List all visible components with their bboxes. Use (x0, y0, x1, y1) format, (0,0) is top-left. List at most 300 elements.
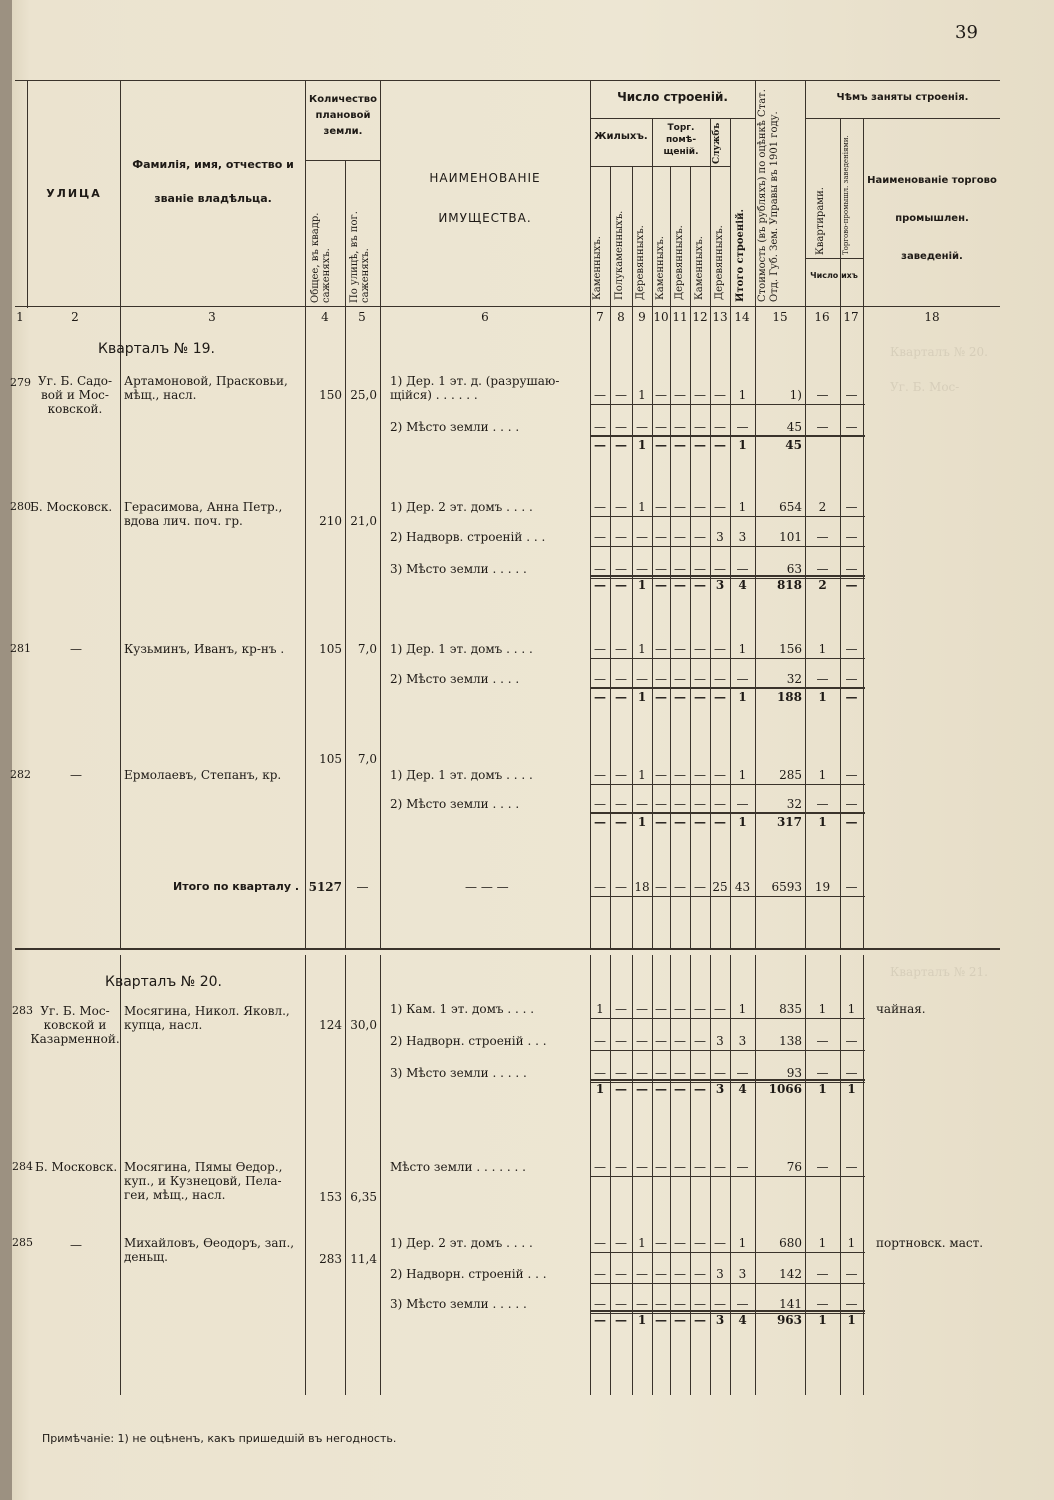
building-count: — (655, 815, 667, 829)
cost-value: 1066 (768, 1082, 802, 1096)
header-land: Количество плановой земли. (309, 94, 377, 137)
cost-value: 63 (786, 562, 802, 576)
building-count: — (636, 562, 648, 576)
building-count: — (655, 880, 667, 894)
building-count: — (615, 1267, 627, 1281)
building-count: — (674, 642, 686, 656)
rule-line (590, 575, 865, 577)
building-count: — (674, 768, 686, 782)
building-count: 1 (595, 1082, 605, 1096)
building-count: — (594, 420, 606, 434)
building-count: — (694, 578, 706, 592)
entry-street: Уг. Б. Мос- ковской и Казарменной. (30, 1004, 120, 1046)
building-count: — (714, 562, 726, 576)
building-count: — (636, 1066, 648, 1080)
column-number: 6 (481, 310, 489, 324)
entry-owner: Михайловъ, Ѳеодоръ, зап., деньщ. (124, 1236, 295, 1264)
building-count: — (615, 1236, 627, 1250)
building-count: — (655, 768, 667, 782)
building-count: — (615, 530, 627, 544)
building-count: 1 (738, 438, 747, 452)
building-count: 1 (638, 388, 646, 402)
property-name: 2) Надворн. строеній . . . (390, 1267, 547, 1281)
building-count: — (674, 1034, 686, 1048)
building-count: — (694, 1236, 706, 1250)
trade-count: — (845, 880, 858, 894)
building-count: 1 (637, 815, 647, 829)
building-count: — (594, 768, 606, 782)
building-count: 1 (638, 1236, 646, 1250)
building-count: — (714, 672, 726, 686)
building-count: — (655, 1082, 667, 1096)
trade-count: — (845, 672, 858, 686)
trade-count: 1 (847, 1313, 856, 1327)
building-count: — (694, 388, 706, 402)
building-count: — (714, 768, 726, 782)
cost-value: 156 (779, 642, 802, 656)
building-count: — (655, 642, 667, 656)
trade-count: — (845, 642, 858, 656)
building-count: — (615, 768, 627, 782)
building-count: — (594, 388, 606, 402)
trade-count: — (845, 562, 858, 576)
building-count: — (636, 672, 648, 686)
block-title-20: Кварталъ № 20. (105, 974, 222, 990)
building-count: — (694, 420, 706, 434)
entry-street: — (70, 1238, 82, 1252)
building-count: — (714, 1297, 726, 1311)
column-number: 18 (924, 310, 940, 324)
apartments-count: — (816, 420, 829, 434)
property-name: 3) Мѣсто земли . . . . . (390, 1297, 527, 1311)
building-count: — (736, 672, 749, 686)
rule-line (590, 546, 865, 547)
cost-value: 963 (776, 1313, 802, 1327)
entry-street: Б. Московск. (35, 1160, 118, 1174)
building-count: 1 (637, 438, 647, 452)
apartments-count: 1 (818, 1236, 827, 1250)
cost-value: 6593 (771, 880, 802, 894)
building-count: — (615, 1082, 627, 1096)
building-count: — (694, 642, 706, 656)
building-count: — (615, 578, 627, 592)
column-number: 1 (16, 310, 24, 324)
building-count: — (594, 1160, 606, 1174)
building-count: — (674, 438, 686, 452)
building-count: — (594, 1313, 606, 1327)
rule-line (590, 1252, 865, 1253)
cost-value: 285 (779, 768, 802, 782)
building-count: — (615, 420, 627, 434)
building-count: — (736, 1160, 749, 1174)
building-count: — (674, 500, 686, 514)
building-count: — (714, 1236, 726, 1250)
building-count: — (694, 500, 706, 514)
building-count: 1 (637, 1313, 647, 1327)
trade-count: — (845, 797, 858, 811)
header-residential: Жилыхъ. (594, 131, 648, 142)
column-number: 13 (712, 310, 728, 324)
property-name: — — — (465, 880, 509, 894)
cost-value: 654 (779, 500, 802, 514)
building-count: 3 (715, 1082, 725, 1096)
trade-count: 1 (847, 1236, 856, 1250)
building-count: — (636, 797, 648, 811)
building-count: — (636, 1267, 648, 1281)
property-name: 2) Мѣсто земли . . . . (390, 420, 520, 434)
building-count: — (594, 1034, 606, 1048)
header-count: Число ихъ (810, 271, 858, 280)
building-count: — (594, 530, 606, 544)
building-count: — (655, 438, 667, 452)
building-count: — (594, 797, 606, 811)
page-number: 39 (955, 22, 978, 43)
building-count: — (655, 562, 667, 576)
building-count: — (694, 1160, 706, 1174)
column-number: 10 (653, 310, 669, 324)
trade-count: — (845, 530, 858, 544)
header-owner: Фамилія, имя, отчество и званіе владѣльца. (132, 158, 294, 205)
building-count: — (615, 690, 627, 704)
rule-line (590, 404, 865, 405)
column-number: 11 (672, 310, 688, 324)
column-number: 2 (71, 310, 79, 324)
building-count: — (594, 672, 606, 686)
property-name: 3) Мѣсто земли . . . . . (390, 1066, 527, 1080)
entry-area: 105 (319, 642, 342, 656)
building-count: — (694, 1002, 706, 1016)
cost-value: 45 (786, 420, 802, 434)
building-count: — (594, 642, 606, 656)
property-name: 2) Мѣсто земли . . . . (390, 797, 520, 811)
block-title-19: Кварталъ № 19. (98, 341, 215, 357)
rule-line (590, 1050, 865, 1051)
building-count: 3 (716, 530, 724, 544)
rule-line (590, 658, 865, 659)
apartments-count: — (816, 1267, 829, 1281)
building-count: — (655, 578, 667, 592)
building-count: — (714, 420, 726, 434)
entry-area: 283 (319, 1252, 342, 1266)
building-count: — (655, 797, 667, 811)
establishment-name: портновск. маст. (876, 1236, 984, 1250)
apartments-count: 19 (814, 880, 831, 894)
header-stone-2: Каменныхъ. (655, 236, 666, 300)
building-count: — (615, 1313, 627, 1327)
building-count: 3 (738, 1034, 747, 1048)
building-count: — (615, 438, 627, 452)
entry-owner: Мосягина, Никол. Яковл., купца, насл. (124, 1004, 290, 1032)
building-count: — (615, 815, 627, 829)
apartments-count: — (816, 672, 829, 686)
rule-line (590, 435, 865, 437)
building-count: 1 (738, 1002, 747, 1016)
column-number: 17 (843, 310, 859, 324)
header-land-street: По улицѣ, въ пог. саженяхъ. (349, 211, 371, 303)
cost-value: 101 (779, 530, 802, 544)
building-count: — (714, 690, 726, 704)
building-count: — (594, 562, 606, 576)
footnote: Примѣчаніе: 1) не оцѣненъ, какъ пришедшій въ негодность. (42, 1432, 397, 1445)
property-name: 1) Кам. 1 эт. домъ . . . . (390, 1002, 535, 1016)
header-buildings: Число строеній. (617, 90, 728, 104)
building-count: — (714, 815, 726, 829)
header-occupied: Чѣмъ заняты строенія. (836, 92, 969, 103)
entry-number: 281 (10, 642, 31, 655)
rule-line (590, 687, 865, 689)
building-count: — (736, 1297, 749, 1311)
building-count: — (655, 1160, 667, 1174)
building-count: — (674, 815, 686, 829)
column-number: 16 (814, 310, 830, 324)
building-count: 1 (738, 1236, 747, 1250)
apartments-count: 1 (818, 642, 827, 656)
cost-value: 835 (779, 1002, 802, 1016)
apartments-count: — (816, 388, 829, 402)
building-count: — (655, 500, 667, 514)
building-count: 18 (634, 880, 650, 894)
ledger-page: 39 Кварталъ № 20. Уг. Б. Мос- Кварталъ № 21. УЛИЦА Фамилія, имя, отчество и званіе владѣльца. Количество плановой земли. Общее, въ квадр. саженяхъ. По улицѣ, въ пог. саженяхъ. НАИМЕНОВАНІЕ ИМУЩЕСТВА. Число строеній. Жилыхъ. Торг. помѣ-щеній. Службъ Каменныхъ. Полукаменныхъ. Деревянныхъ. Каменныхъ. Деревянныхъ. Каменныхъ. Деревянныхъ. Итого строеній. Стоимость (въ рубляхъ) по оцѣнкѣ Стат. Отд. Губ. Зем. Управы въ 1901 году. Чѣмъ заняты строенія. Квартирами. Торгово-промышл. заведеніями. Число ихъ Наименованіе торгово промышлен. заведеній. 1 2 3 4 5 6 7 8 9 10 11 12 13 14 15 16 17 18 Кварталъ № 19. 279 Уг. Б. Садо- вой и Мос- ковской. Артамоновой, Прасковьи, мѣщ., насл. 150 25,0 280 Б. Московск. Герасимова, Анна Петр., вдова лич. поч. гр. 210 21,0 281 — Кузьминъ, Иванъ, кр-нъ . 105 7,0 282 — Ермолаевъ, Степанъ, кр. 105 7,0 Итого по кварталу . 5127 — Кварталъ № 20. 283 Уг. Б. Мос- ковской и Казарменной. Мосягина, Никол. Яковл., купца, насл. 124 30,0 284 Б. Московск. Мосягина, Пямы Ѳедор., куп., и Кузнецовй, Пела- геи, мѣщ., насл. 153 6,35 285 — Михайловъ, Ѳеодоръ, зап., деньщ. 283 11,4 1) Дер. 1 эт. д. (разрушаю- щійся) . . . . . . — — 1 — — — — 1 1) — — 2) Мѣсто земли . . . . — — — — — — — — 45 — — — — 1 — — — — 1 45 1) Дер. 2 эт. домъ . . . . — — 1 — — — — 1 654 2 — 2) Надворв. строеній . . . — — — — — — 3 3 101 — — 3) Мѣсто земли . . . . . — — — — — — — — 63 — — — — 1 — — — 3 4 818 2 — 1) Дер. 1 эт. домъ . . . . — — 1 — — — — 1 156 1 — 2) Мѣсто земли . . . . — — — — — — — — 32 — — — — 1 — — — — 1 188 1 — 1) Дер. 1 эт. домъ . . . . — — 1 — — — — 1 285 1 — 2) Мѣсто земли . . . . — — — — — — — — 32 — — — — 1 — — — — 1 317 1 — — — — — — 18 — — — 25 43 6593 19 — 1) Кам. 1 эт. домъ . . . . 1 — — — — — — 1 835 1 1 чайная. 2) Надворн. строеній . . . — — — — — — 3 3 138 — — 3) Мѣсто земли . . . . . — — — — — — — — 93 — — 1 — — — — — 3 4 1066 1 1 Мѣсто земли . . . . . . . — — — — — — — — 76 — — 1) Дер. 2 эт. домъ . . . . — — 1 — — — — 1 680 1 1 портновск. маст. 2) Надворн. строеній . . . — — — — — — 3 3 142 — — 3) Мѣсто земли . . . . . — — — — — — — — 141 — — — — 1 — — — 3 4 963 1 1 Примѣчаніе: 1) не оцѣненъ, какъ пришедшій въ негодность. (0, 0, 1054, 1500)
trade-count: — (845, 500, 858, 514)
rule-line (590, 784, 865, 785)
property-name: 2) Мѣсто земли . . . . (390, 672, 520, 686)
entry-owner: Мосягина, Пямы Ѳедор., куп., и Кузнецовй, Пела- геи, мѣщ., насл. (124, 1160, 283, 1202)
building-count: — (636, 1160, 648, 1174)
header-property: НАИМЕНОВАНІЕ ИМУЩЕСТВА. (429, 171, 541, 225)
building-count: — (674, 797, 686, 811)
building-count: 1 (738, 690, 747, 704)
property-name: 3) Мѣсто земли . . . . . (390, 562, 527, 576)
building-count: — (636, 1034, 648, 1048)
trade-count: — (845, 815, 858, 829)
building-count: — (636, 1297, 648, 1311)
entry-number: 283 (12, 1004, 33, 1017)
building-count: — (655, 1297, 667, 1311)
building-count: — (674, 1297, 686, 1311)
cost-value: 32 (786, 797, 802, 811)
apartments-count: 1 (818, 768, 827, 782)
rule-line (590, 1310, 865, 1312)
property-name: 2) Надворв. строеній . . . (390, 530, 546, 544)
column-number: 4 (321, 310, 329, 324)
entry-street: Уг. Б. Садо- вой и Мос- ковской. (37, 374, 113, 416)
header-half-stone: Полукаменныхъ. (614, 210, 625, 300)
cost-value: 680 (779, 1236, 802, 1250)
building-count: — (615, 562, 627, 576)
entry-front: 7,0 (357, 752, 377, 766)
header-wooden-3: Деревянныхъ. (714, 225, 725, 300)
header-wooden-1: Деревянныхъ. (635, 225, 646, 300)
building-count: 3 (738, 530, 747, 544)
building-count: — (655, 1313, 667, 1327)
building-count: — (594, 500, 606, 514)
header-trade: Торг. помѣ-щеній. (663, 123, 699, 157)
building-count: 1 (638, 768, 646, 782)
building-count: — (694, 690, 706, 704)
header-stone-3: Каменныхъ. (694, 236, 705, 300)
cost-value: 818 (776, 578, 802, 592)
entry-front: 21,0 (350, 514, 377, 528)
building-count: — (694, 797, 706, 811)
building-count: — (636, 1002, 648, 1016)
rule-line (590, 1283, 865, 1284)
trade-count: — (845, 1297, 858, 1311)
trade-count: — (845, 690, 858, 704)
building-count: 3 (738, 1267, 747, 1281)
column-number: 12 (692, 310, 708, 324)
trade-count: — (845, 1034, 858, 1048)
entry-street: — (70, 768, 82, 782)
building-count: 4 (738, 578, 747, 592)
building-count: — (736, 797, 749, 811)
building-count: — (615, 500, 627, 514)
building-count: — (594, 438, 606, 452)
building-count: — (694, 768, 706, 782)
building-count: — (694, 562, 706, 576)
building-count: — (655, 672, 667, 686)
building-count: 43 (734, 880, 751, 894)
building-count: — (694, 880, 706, 894)
building-count: — (694, 1082, 706, 1096)
property-name: 1) Дер. 2 эт. домъ . . . . (390, 500, 533, 514)
building-count: 3 (716, 1267, 724, 1281)
building-count: — (674, 1082, 686, 1096)
trade-count: — (845, 420, 858, 434)
trade-count: 1 (847, 1002, 856, 1016)
building-count: — (594, 1236, 606, 1250)
building-count: — (594, 578, 606, 592)
building-count: — (674, 1160, 686, 1174)
building-count: — (594, 1066, 606, 1080)
apartments-count: — (816, 1034, 829, 1048)
building-count: 4 (738, 1082, 747, 1096)
apartments-count: 2 (818, 500, 827, 514)
building-count: — (694, 1066, 706, 1080)
cost-value: 1) (789, 388, 802, 402)
building-count: — (594, 690, 606, 704)
entry-front: 25,0 (350, 388, 377, 402)
header-establishment: Наименованіе торгово промышлен. заведеній. (867, 175, 997, 262)
building-count: — (714, 797, 726, 811)
block-total-front: — (356, 880, 369, 894)
building-count: — (674, 690, 686, 704)
apartments-count: — (816, 562, 829, 576)
building-count: — (655, 1066, 667, 1080)
building-count: — (615, 1002, 627, 1016)
cost-value: 76 (786, 1160, 802, 1174)
building-count: 1 (638, 642, 646, 656)
building-count: — (714, 500, 726, 514)
building-count: — (636, 530, 648, 544)
cost-value: 141 (779, 1297, 802, 1311)
cost-value: 45 (785, 438, 802, 452)
apartments-count: — (816, 1297, 829, 1311)
binding-edge (0, 0, 12, 1500)
entry-number: 279 (10, 376, 31, 389)
entry-area: 150 (319, 388, 342, 402)
apartments-count: 2 (818, 578, 827, 592)
building-count: — (714, 1066, 726, 1080)
building-count: — (615, 797, 627, 811)
apartments-count: — (816, 530, 829, 544)
building-count: — (636, 1082, 648, 1096)
cost-value: 317 (776, 815, 802, 829)
building-count: — (615, 388, 627, 402)
cost-value: 138 (779, 1034, 802, 1048)
header-wooden-2: Деревянныхъ. (674, 225, 685, 300)
entry-area: 210 (319, 514, 342, 528)
building-count: 1 (637, 690, 647, 704)
building-count: — (736, 1066, 749, 1080)
building-count: — (615, 1034, 627, 1048)
building-count: 1 (738, 768, 747, 782)
column-number: 15 (772, 310, 788, 324)
building-count: 3 (715, 1313, 725, 1327)
building-count: — (736, 420, 749, 434)
building-count: — (694, 1313, 706, 1327)
entry-front: 6,35 (350, 1190, 377, 1204)
column-number: 14 (734, 310, 750, 324)
building-count: — (594, 1297, 606, 1311)
entry-front: 7,0 (357, 642, 377, 656)
rule-line (590, 516, 865, 517)
building-count: 1 (738, 388, 747, 402)
entry-number: 285 (12, 1236, 33, 1249)
trade-count: — (845, 578, 858, 592)
establishment-name: чайная. (876, 1002, 926, 1016)
column-number: 5 (358, 310, 366, 324)
building-count: — (714, 438, 726, 452)
entry-area: 124 (319, 1018, 342, 1032)
building-count: — (594, 815, 606, 829)
building-count: — (674, 562, 686, 576)
property-name: 1) Дер. 1 эт. домъ . . . . (390, 642, 533, 656)
header-stone-1: Каменныхъ. (592, 236, 603, 300)
building-count: 1 (738, 815, 747, 829)
cost-value: 142 (779, 1267, 802, 1281)
building-count: — (655, 1034, 667, 1048)
entry-owner: Артамоновой, Прасковьи, мѣщ., насл. (124, 374, 288, 402)
building-count: — (655, 1002, 667, 1016)
building-count: 1 (738, 500, 747, 514)
building-count: — (615, 1066, 627, 1080)
building-count: — (674, 672, 686, 686)
building-count: — (655, 690, 667, 704)
building-count: — (615, 642, 627, 656)
cost-value: 32 (786, 672, 802, 686)
property-name: 2) Надворн. строеній . . . (390, 1034, 547, 1048)
trade-count: — (845, 1267, 858, 1281)
property-name: 1) Дер. 1 эт. д. (разрушаю- щійся) . . . . . . (390, 374, 560, 402)
entry-area: 105 (319, 752, 342, 766)
entry-front: 30,0 (350, 1018, 377, 1032)
trade-count: — (845, 388, 858, 402)
rule-line (590, 812, 865, 814)
building-count: — (674, 388, 686, 402)
building-count: 1 (738, 642, 747, 656)
building-count: 1 (637, 578, 647, 592)
entry-owner: Герасимова, Анна Петр., вдова лич. поч. гр. (124, 500, 283, 528)
cost-value: 188 (776, 690, 802, 704)
building-count: — (694, 530, 706, 544)
building-count: 1 (638, 500, 646, 514)
entry-area: 153 (319, 1190, 342, 1204)
rule-line (590, 1018, 865, 1019)
trade-count: — (845, 1066, 858, 1080)
block-total-area: 5127 (308, 880, 342, 894)
building-count: — (655, 420, 667, 434)
header-total-buildings: Итого строеній. (735, 209, 746, 302)
